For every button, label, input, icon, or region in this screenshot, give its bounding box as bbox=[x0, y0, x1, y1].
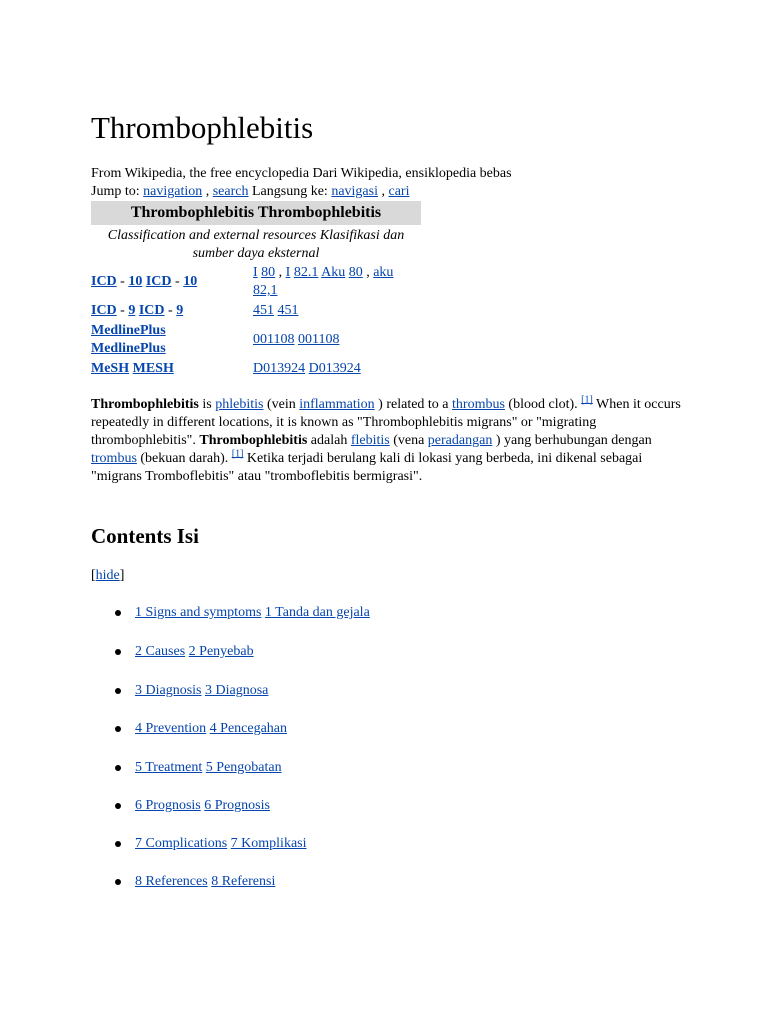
contents-heading: Contents Isi bbox=[91, 524, 199, 548]
icd10-code-link[interactable]: 80 bbox=[348, 265, 363, 280]
jump-prefix: Jump to: bbox=[91, 184, 140, 199]
reference-link[interactable]: [1] bbox=[231, 448, 244, 460]
intro-paragraph bbox=[91, 396, 681, 486]
icd-9-link[interactable]: 9 bbox=[176, 303, 184, 318]
infobox-title: Thrombophlebitis Thrombophlebitis bbox=[91, 201, 421, 225]
toc-item bbox=[91, 835, 651, 853]
bracket: [ bbox=[91, 568, 96, 583]
icd-10-link[interactable]: 10 bbox=[183, 274, 198, 289]
dash: - bbox=[175, 274, 180, 289]
toc-link[interactable]: 8 Referensi bbox=[211, 874, 276, 889]
peradangan-link[interactable]: peradangan bbox=[427, 433, 493, 448]
infobox-key-icd9 bbox=[91, 302, 241, 320]
infobox-key-icd10 bbox=[91, 273, 241, 291]
text: (vein bbox=[263, 397, 300, 412]
inflammation-link[interactable]: inflammation bbox=[299, 397, 375, 412]
medlineplus-code-link[interactable]: 001108 bbox=[297, 332, 340, 347]
toc-link[interactable]: 3 Diagnosa bbox=[205, 683, 269, 698]
bold-term: Thrombophlebitis bbox=[91, 397, 199, 412]
from-wikipedia-line: From Wikipedia, the free encyclopedia Dari Wikipedia, ensiklopedia bebas bbox=[91, 166, 512, 181]
infobox-row-icd10 bbox=[91, 264, 421, 300]
cari-link[interactable]: cari bbox=[388, 184, 410, 199]
toc-link[interactable]: 4 Prevention bbox=[135, 721, 207, 736]
icd-9-link[interactable]: 9 bbox=[128, 303, 136, 318]
dash: - bbox=[120, 303, 125, 318]
icd-10-link[interactable]: 10 bbox=[128, 274, 143, 289]
infobox-key-medlineplus bbox=[91, 322, 241, 358]
toc-link[interactable]: 1 Signs and symptoms bbox=[135, 605, 262, 620]
text: adalah bbox=[307, 433, 351, 448]
jump-to-line bbox=[91, 183, 691, 201]
navigasi-link[interactable]: navigasi bbox=[331, 184, 378, 199]
bullet-icon bbox=[115, 765, 121, 771]
bullet-icon bbox=[115, 803, 121, 809]
icd-link[interactable]: ICD bbox=[138, 303, 165, 318]
infobox-value-icd9 bbox=[253, 302, 421, 320]
icd10-code-link[interactable]: I bbox=[253, 265, 258, 280]
dash: - bbox=[168, 303, 173, 318]
text: When it occurs repeatedly in different locations, it is known as "Thrombophlebitis migrans" or "migrating thrombophlebitis". bbox=[91, 397, 681, 448]
icd10-code-link[interactable]: 82.1 bbox=[293, 265, 319, 280]
bullet-icon bbox=[115, 726, 121, 732]
toc-link[interactable]: 4 Pencegahan bbox=[209, 721, 288, 736]
infobox-row-medlineplus bbox=[91, 322, 421, 358]
icd10-code-link[interactable]: aku bbox=[373, 265, 394, 280]
toc-link[interactable]: 2 Penyebab bbox=[188, 644, 254, 659]
text: ) yang berhubungan dengan bbox=[492, 433, 652, 448]
toc-link[interactable]: 7 Complications bbox=[135, 836, 228, 851]
toc-item bbox=[91, 873, 651, 891]
infobox bbox=[91, 201, 421, 376]
phlebitis-link[interactable]: phlebitis bbox=[215, 397, 264, 412]
medlineplus-link[interactable]: MedlinePlus bbox=[91, 323, 166, 338]
icd10-code-link[interactable]: 82,1 bbox=[253, 283, 278, 298]
icd9-code-link[interactable]: 451 bbox=[253, 303, 274, 318]
toc-link[interactable]: 2 Causes bbox=[135, 644, 186, 659]
infobox-row-icd9 bbox=[91, 302, 421, 320]
mesh-code-link[interactable]: D013924 bbox=[253, 361, 306, 376]
reference-link[interactable]: [1] bbox=[581, 394, 593, 406]
toc-item bbox=[91, 759, 651, 777]
infobox-value-icd10 bbox=[253, 264, 421, 300]
toc-item bbox=[91, 643, 651, 661]
separator: , bbox=[205, 184, 210, 199]
toc-item bbox=[91, 797, 651, 815]
flebitis-link[interactable]: flebitis bbox=[350, 433, 390, 448]
mesh-code-link[interactable]: D013924 bbox=[308, 361, 361, 376]
jump-mid: Langsung ke: bbox=[252, 184, 328, 199]
icd-link[interactable]: ICD bbox=[91, 274, 117, 289]
toc-link[interactable]: 8 References bbox=[135, 874, 208, 889]
text: (bekuan darah). bbox=[136, 451, 232, 466]
thrombus-link[interactable]: thrombus bbox=[452, 397, 505, 412]
icd10-code-link[interactable]: I bbox=[285, 265, 291, 280]
bullet-icon bbox=[115, 841, 121, 847]
dash: - bbox=[120, 274, 125, 289]
infobox-value-mesh bbox=[253, 360, 421, 378]
bold-term: Thrombophlebitis bbox=[199, 433, 308, 448]
icd10-code-link[interactable]: Aku bbox=[321, 265, 346, 280]
text: Ketika terjadi berulang kali di lokasi yang berbeda, ini dikenal sebagai "migrans Tromboflebitis" atau "tromboflebitis bermigrasi". bbox=[91, 451, 643, 484]
infobox-key-mesh bbox=[91, 360, 241, 378]
toc-link[interactable]: 1 Tanda dan gejala bbox=[264, 605, 370, 620]
toc-link[interactable]: 5 Pengobatan bbox=[205, 760, 282, 775]
separator: , bbox=[366, 265, 370, 280]
toc-item bbox=[91, 720, 651, 738]
toc-link[interactable]: 5 Treatment bbox=[135, 760, 203, 775]
text: (vena bbox=[389, 433, 428, 448]
mesh-link[interactable]: MeSH bbox=[91, 361, 130, 376]
mesh-link[interactable]: MESH bbox=[132, 361, 174, 376]
toc-toggle bbox=[91, 567, 124, 585]
page-title: Thrombophlebitis bbox=[91, 110, 314, 145]
trombus-link[interactable]: trombus bbox=[91, 451, 137, 466]
text: (blood clot). bbox=[504, 397, 582, 412]
text: is bbox=[198, 397, 216, 412]
toc-link[interactable]: 7 Komplikasi bbox=[230, 836, 307, 851]
search-link[interactable]: search bbox=[212, 184, 249, 199]
toc-item bbox=[91, 604, 651, 622]
infobox-value-medlineplus bbox=[253, 331, 421, 349]
toc-link[interactable]: 6 Prognosis bbox=[135, 798, 201, 813]
icd10-code-link[interactable]: 80 bbox=[261, 265, 276, 280]
hide-link[interactable]: hide bbox=[95, 568, 120, 583]
medlineplus-link[interactable]: MedlinePlus bbox=[91, 341, 166, 356]
icd9-code-link[interactable]: 451 bbox=[277, 303, 299, 318]
bracket: ] bbox=[119, 568, 125, 583]
bullet-icon bbox=[115, 649, 121, 655]
medlineplus-code-link[interactable]: 001108 bbox=[253, 332, 295, 347]
toc-link[interactable]: 3 Diagnosis bbox=[135, 683, 202, 698]
bullet-icon bbox=[115, 879, 121, 885]
separator: , bbox=[278, 265, 283, 280]
icd-link[interactable]: ICD bbox=[91, 303, 117, 318]
bullet-icon bbox=[115, 688, 121, 694]
text: ) related to a bbox=[374, 397, 453, 412]
infobox-row-mesh bbox=[91, 360, 421, 378]
infobox-subtitle: Classification and external resources Klasifikasi dan sumber daya eksternal bbox=[107, 228, 405, 261]
bullet-icon bbox=[115, 610, 121, 616]
toc-item bbox=[91, 682, 651, 700]
separator: , bbox=[381, 184, 385, 199]
icd-link[interactable]: ICD bbox=[145, 274, 172, 289]
navigation-link[interactable]: navigation bbox=[143, 184, 203, 199]
toc-link[interactable]: 6 Prognosis bbox=[204, 798, 270, 813]
